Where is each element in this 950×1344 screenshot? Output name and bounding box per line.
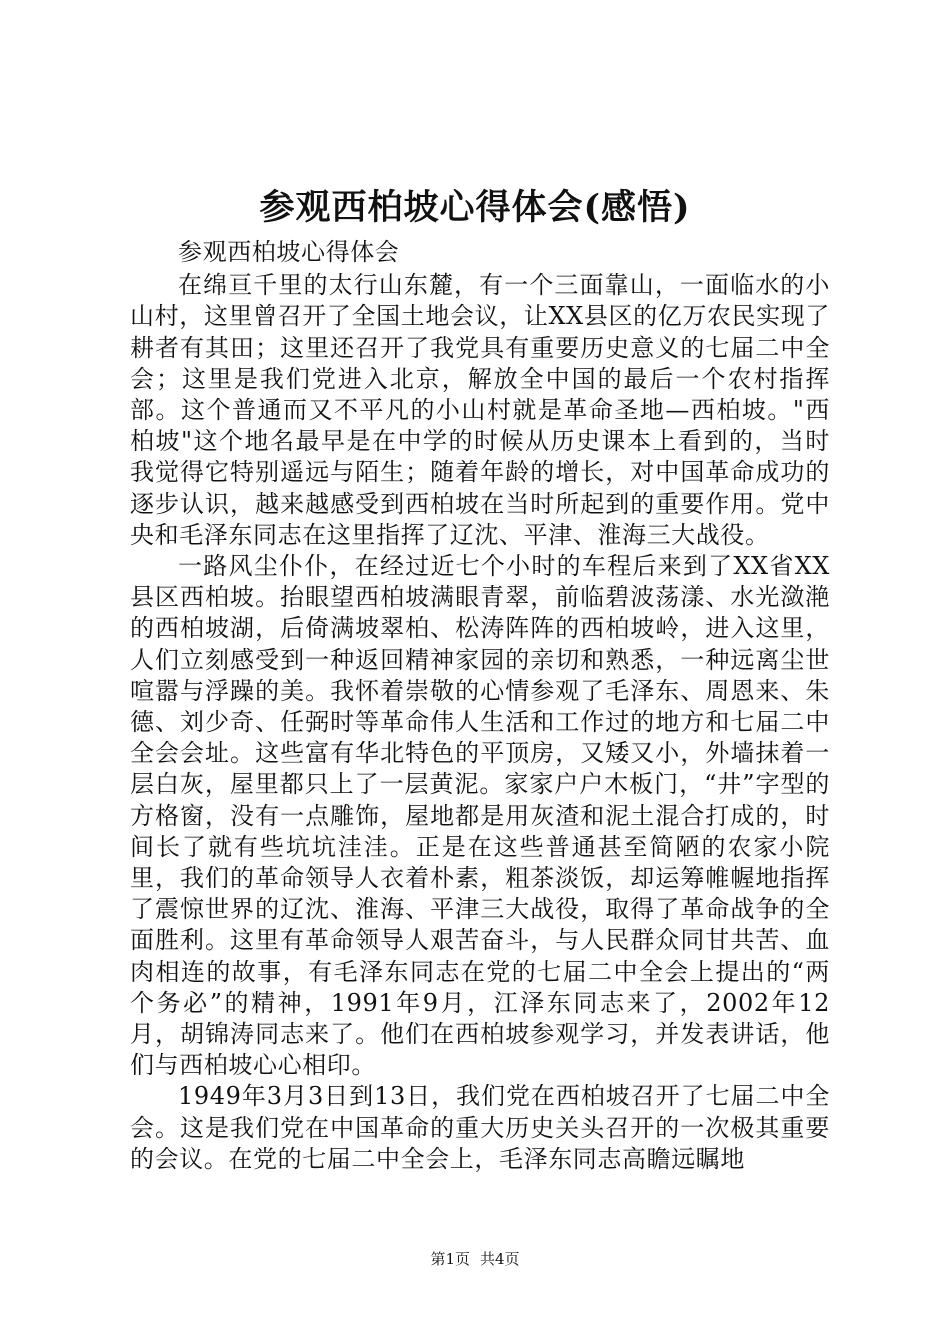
document-body <box>130 237 830 1175</box>
paragraph-3: 1949年3月3日到13日，我们党在西柏坡召开了七届二中全会。这是我们党在中国革命的重大历史关头召开的一次极其重要的会议。在党的七届二中全会上，毛泽东同志高瞻远瞩地 <box>130 1082 830 1173</box>
document-subtitle: 参观西柏坡心得体会 <box>178 238 400 266</box>
page-total: 共4页 <box>480 1250 520 1268</box>
document-title: 参观西柏坡心得体会(感悟) <box>259 187 691 228</box>
paragraph-2: 一路风尘仆仆，在经过近七个小时的车程后来到了XX省XX县区西柏坡。抬眼望西柏坡满眼青翠，前临碧波荡漾、水光潋滟的西柏坡湖，后倚满坡翠柏、松涛阵阵的西柏坡岭，进入这里，人们立刻感受到一种返回精神家园的亲切和熟悉，一种远离尘世喧嚣与浮躁的美。我怀着崇敬的心情参观了毛泽东、周恩来、朱德、刘少奇、任弼时等革命伟人生活和工作过的地方和七届二中全会会址。这些富有华北特色的平顶房，又矮又小，外墙抹着一层白灰，屋里都只上了一层黄泥。家家户户木板门，“井”字型的方格窗，没有一点雕饰，屋地都是用灰渣和泥土混合打成的，时间长了就有些坑坑洼洼。正是在这些普通甚至简陋的农家小院里，我们的革命领导人衣着朴素，粗茶淡饭，却运筹帷幄地指挥了震惊世界的辽沈、淮海、平津三大战役，取得了革命战争的全面胜利。这里有革命领导人艰苦奋斗，与人民群众同甘共苦、血肉相连的故事，有毛泽东同志在党的七届二中全会上提出的“两个务必”的精神，1991年9月，江泽东同志来了，2002年12月，胡锦涛同志来了。他们在西柏坡参观学习，并发表讲话，他们与西柏坡心心相印。 <box>130 552 830 1080</box>
paragraph-1: 在绵亘千里的太行山东麓，有一个三面靠山，一面临水的小山村，这里曾召开了全国土地会议，让XX县区的亿万农民实现了耕者有其田；这里还召开了我党具有重要历史意义的七届二中全会；这里是我们党进入北京，解放全中国的最后一个农村指挥部。这个普通而又不平凡的小山村就是革命圣地—西柏坡。"西柏坡"这个地名最早是在中学的时候从历史课本上看到的，当时我觉得它特别遥远与陌生；随着年龄的增长，对中国革命成功的逐步认识，越来越感受到西柏坡在当时所起到的重要作用。党中央和毛泽东同志在这里指挥了辽沈、平津、淮海三大战役。 <box>130 271 830 549</box>
page-number: 第1页 <box>430 1250 470 1268</box>
page-footer <box>0 1249 950 1269</box>
